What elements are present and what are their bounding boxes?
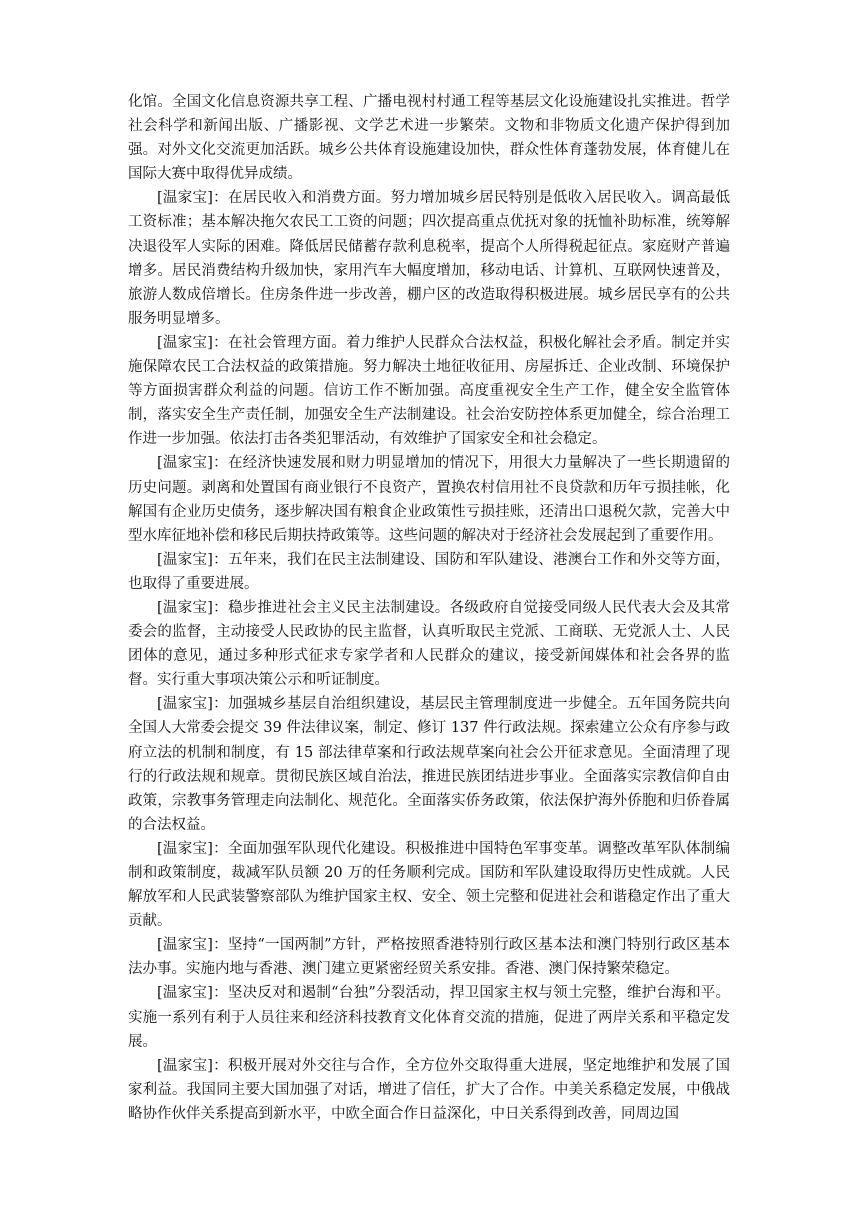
paragraph-6-speaker: [温家宝]： bbox=[157, 599, 228, 616]
paragraph-4-text: 在经济快速发展和财力明显增加的情况下，用很大力量解决了一些长期遗留的历史问题。剥离和处置国有商业银行不良资产，置换农村信用社不良贷款和历年亏损挂帐，化解国有企业历史债务，逐步解决国有粮食企业政策性亏损挂账，还清出口退税欠款，完善大中型水库征地补偿和移民后期扶持政策等。这些问题的解决对于经济社会发展起到了重要作用。 bbox=[128, 455, 730, 544]
paragraph-3 bbox=[128, 331, 730, 451]
paragraph-4-speaker: [温家宝]： bbox=[157, 455, 228, 472]
paragraph-3-text: 在社会管理方面。着力维护人民群众合法权益，积极化解社会矛盾。制定并实施保障农民工合法权益的政策措施。努力解决土地征收征用、房屋拆迁、企业改制、环境保护等方面损害群众利益的问题。信访工作不断加强。高度重视安全生产工作，健全安全监管体制，落实安全生产责任制，加强安全生产法制建设。社会治安防控体系更加健全，综合治理工作进一步加强。依法打击各类犯罪活动，有效维护了国家安全和社会稳定。 bbox=[128, 334, 730, 448]
paragraph-7-speaker: [温家宝]： bbox=[157, 696, 228, 713]
paragraph-11-speaker: [温家宝]： bbox=[157, 1057, 228, 1074]
paragraph-10 bbox=[128, 981, 730, 1053]
paragraph-6 bbox=[128, 596, 730, 692]
paragraph-4 bbox=[128, 451, 730, 547]
paragraph-8-speaker: [温家宝]： bbox=[157, 840, 228, 857]
paragraph-6-text: 稳步推进社会主义民主法制建设。各级政府自觉接受同级人民代表大会及其常委会的监督，主动接受人民政协的民主监督，认真听取民主党派、工商联、无党派人士、人民团体的意见，通过多种形式征求专家学者和人民群众的建议，接受新闻媒体和社会各界的监督。实行重大事项决策公示和听证制度。 bbox=[128, 599, 730, 689]
paragraph-5-speaker: [温家宝]： bbox=[157, 551, 228, 568]
paragraph-8 bbox=[128, 837, 730, 933]
paragraph-10-text: 坚决反对和遏制“台独”分裂活动，捍卫国家主权与领土完整，维护台海和平。实施一系列有利于人员往来和经济科技教育文化体育交流的措施，促进了两岸关系和平稳定发展。 bbox=[128, 985, 730, 1050]
paragraph-1 bbox=[128, 90, 730, 186]
paragraph-11-text: 积极开展对外交往与合作，全方位外交取得重大进展，坚定地维护和发展了国家利益。我国同主要大国加强了对话，增进了信任，扩大了合作。中美关系稳定发展，中俄战略协作伙伴关系提高到新水平，中欧全面合作日益深化，中日关系得到改善，同周边国 bbox=[128, 1057, 730, 1122]
paragraph-9-text: 坚持“一国两制”方针，严格按照香港特别行政区基本法和澳门特别行政区基本法办事。实施内地与香港、澳门建立更紧密经贸关系安排。香港、澳门保持繁荣稳定。 bbox=[128, 937, 730, 978]
paragraph-7-text: 加强城乡基层自治组织建设，基层民主管理制度进一步健全。五年国务院共向全国人大常委会提交 39 件法律议案，制定、修订 137 件行政法规。探索建立公众有序参与政府立法的机制和制度，有 15 部法律草案和行政法规草案向社会公开征求意见。全面清理了现行的行政法规和规章。贯彻民族区域自治法，推进民族团结进步事业。全面落实宗教信仰自由政策，宗教事务管理走向法制化、规范化。全面落实侨务政策，依法保护海外侨胞和归侨眷属的合法权益。 bbox=[128, 696, 730, 833]
paragraph-1-text: 化馆。全国文化信息资源共享工程、广播电视村村通工程等基层文化设施建设扎实推进。哲学社会科学和新闻出版、广播影视、文学艺术进一步繁荣。文物和非物质文化遗产保护得到加强。对外文化交流更加活跃。城乡公共体育设施建设加快，群众性体育蓬勃发展，体育健儿在国际大赛中取得优异成绩。 bbox=[128, 94, 730, 183]
document-page bbox=[128, 90, 730, 1126]
paragraph-8-text: 全面加强军队现代化建设。积极推进中国特色军事变革。调整改革军队体制编制和政策制度，裁减军队员额 20 万的任务顺利完成。国防和军队建设取得历史性成就。人民解放军和人民武装警察部队为维护国家主权、安全、领土完整和促进社会和谐稳定作出了重大贡献。 bbox=[128, 840, 730, 930]
paragraph-9 bbox=[128, 933, 730, 981]
paragraph-5-text: 五年来，我们在民主法制建设、国防和军队建设、港澳台工作和外交等方面，也取得了重要进展。 bbox=[128, 551, 730, 592]
paragraph-9-speaker: [温家宝]： bbox=[157, 937, 228, 954]
paragraph-3-speaker: [温家宝]： bbox=[157, 334, 228, 351]
paragraph-10-speaker: [温家宝]： bbox=[157, 985, 228, 1002]
paragraph-7 bbox=[128, 692, 730, 837]
paragraph-2-speaker: [温家宝]： bbox=[157, 190, 228, 207]
paragraph-11 bbox=[128, 1054, 730, 1126]
paragraph-2 bbox=[128, 186, 730, 331]
paragraph-5 bbox=[128, 548, 730, 596]
paragraph-2-text: 在居民收入和消费方面。努力增加城乡居民特别是低收入居民收入。调高最低工资标准；基本解决拖欠农民工工资的问题；四次提高重点优抚对象的抚恤补助标准，统筹解决退役军人实际的困难。降低居民储蓄存款利息税率，提高个人所得税起征点。家庭财产普遍增多。居民消费结构升级加快，家用汽车大幅度增加，移动电话、计算机、互联网快速普及，旅游人数成倍增长。住房条件进一步改善，棚户区的改造取得积极进展。城乡居民享有的公共服务明显增多。 bbox=[128, 190, 730, 327]
